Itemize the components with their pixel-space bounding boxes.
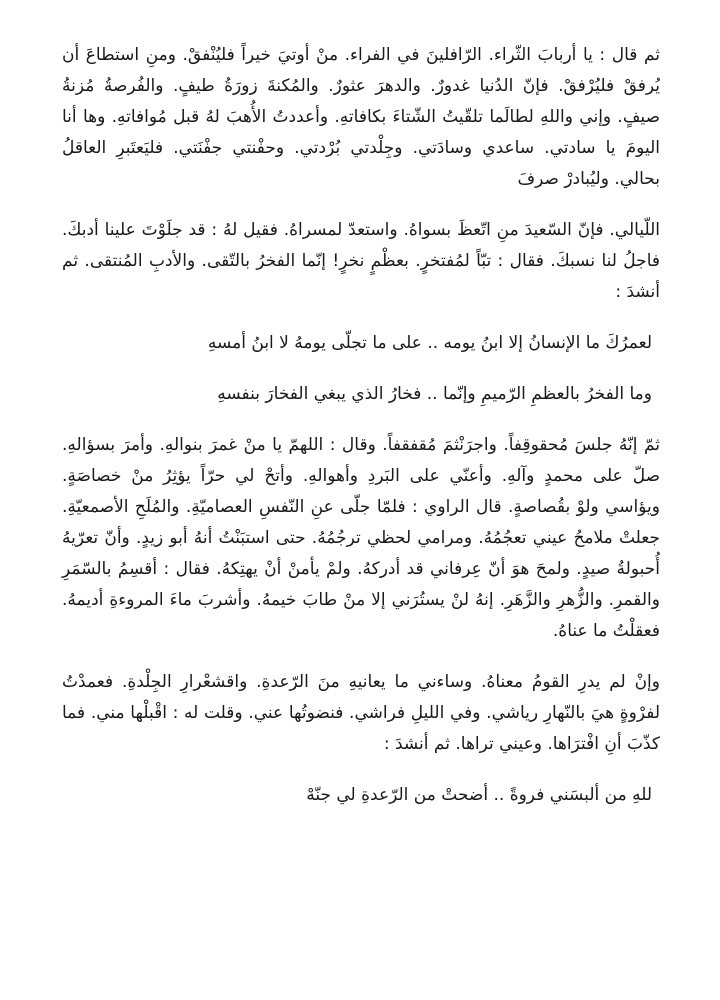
paragraph-sermon: ثم قال : يا أربابَ الثّراء. الرّافلينَ في الفراء. منْ أوتيَ خيراً فليُنْفقْ. ومنِ استطاعَ أن يُرفقْ فليُرْفقْ. فإنّ الدُنيا غدورٌ. والدهرَ عثورٌ. والمُكنةَ زورَةُ طيفٍ. والفُرصةُ مُزنةُ صيفٍ. وإني واللهِ لطالَما تلقّيتُ الشّتاءَ بكافاتهِ. وأعددتُ الأُهبَ لهُ قبل مُوافاتهِ. وها أنا اليومَ يا سادتي. ساعدي وسادَتي. وجِلْدتي بُرْدتي. وحفْنتي جفْنَتي. فليَعتَبرِ العاقلُ بحالي. وليُبادرْ صرفَ [62,45,660,189]
verse-line-2: وما الفخرُ بالعظمِ الرّميمِ وإنّما .. فخارُ الذي يبغي الفخارَ بنفسهِ [217,384,652,404]
paragraph-lineage: اللّيالي. فإنّ السّعيدَ منِ اتّعظَ بسواهُ. واستعدّ لمسراهُ. فقيل لهُ : قد جلَوْتَ علينا أدبكَ. فاجلُ لنا نسبكَ. فقال : تبّاً لمُفتخرٍ. بعظْمٍ نخرٍ! إنّما الفخرُ بالتّقى. والأدبِ المُنتقى. ثم أنشدَ : [62,220,660,302]
verse-line-3: للهِ من ألبسَني فروةً .. أضحتْ من الرّعدةِ لي جنّهْ [306,785,652,805]
verse-line-1: لعمرُكَ ما الإنسانُ إلا ابنُ يومه .. على ما تجلّى يومهُ لا ابنُ أمسهِ [207,333,652,353]
paragraph-prayer: ثمّ إنّهُ جلسَ مُحقوقِفاً. واجرَنْثمَ مُقفقفاً. وقال : اللهمّ يا منْ غمرَ بنوالهِ. وأمرَ بسؤالهِ. صلّ على محمدٍ وآلهِ. وأعنّي على البَردِ وأهوالهِ. وأتحْ لي حرّاً يؤثِرُ منْ خصاصَةٍ. ويؤاسي ولوْ بقُصاصةٍ. قال الراوي : فلمّا جلّى عنِ النّفسِ العصاميّةِ. والمُلَحِ الأصمعيّةِ. جعلتْ ملامحُ عيني تعجُمُهُ. ومرامي لحظي ترجُمُهُ. حتى استبَنْتُ أنهُ أبو زيدٍ. وأنّ تعرّيهُ أُحبولةُ صيدٍ. ولمحَ هوَ أنّ عِرفاني قد أدركهُ. ولمْ يأمنْ أنْ يهتِكهُ. فقال : أقسِمُ بالسّمَرِ والقمرِ. والزُّهرِ والزَّهَرِ. إنهُ لنْ يستُرَني إلا منْ طابَ خيمهُ. وأشربَ ماءَ المروءةِ أديمهُ. فعقلْتُ ما عناهُ. [62,435,660,641]
paragraph-fur-cloak: وإنْ لم يدرِ القومُ معناهُ. وساءني ما يعانيهِ منَ الرّعدةِ. واقشعْرارِ الجِلْدةِ. فعمدْتُ لفرْوةٍ هيَ بالنّهارِ رياشي. وفي الليلِ فراشي. فنضوتُها عني. وقلت له : اقْبلْها مني. فما كذّبَ أنِ افْترَاها. وعيني تراها. ثم أنشدَ : [62,672,660,754]
document-page [62,40,660,831]
